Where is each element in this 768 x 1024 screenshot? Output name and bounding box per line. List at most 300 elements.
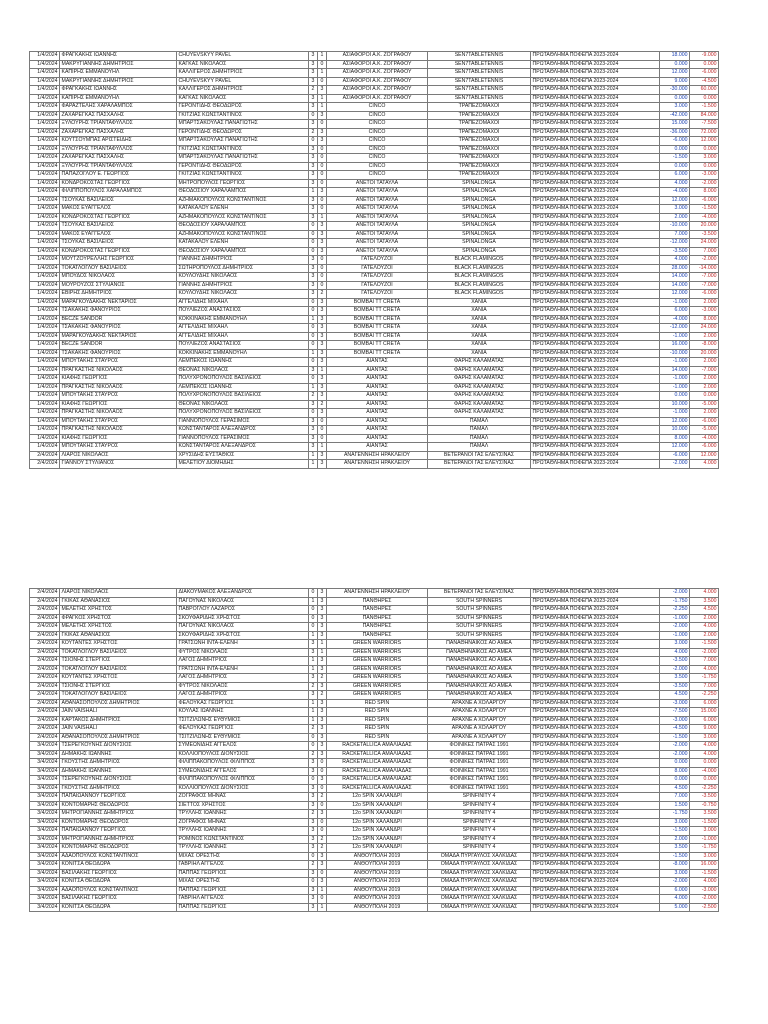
date-cell: 2/4/2024 bbox=[30, 674, 60, 683]
away-score-cell: 3 bbox=[318, 589, 327, 598]
home-team-cell: BOMBAI TT CRETA bbox=[327, 324, 428, 333]
table-row bbox=[30, 657, 719, 666]
home-team-cell: ΑΝΘΟΥΠΟΛΗ 2019 bbox=[327, 861, 428, 870]
table-row bbox=[30, 383, 719, 392]
home-score-cell: 3 bbox=[309, 886, 318, 895]
away-player-cell: ΔΙΑΚΟΥΜΑΚΟΣ ΑΛΕΞΑΝΔΡΟΣ bbox=[177, 589, 309, 598]
away-team-cell: SOUTH SPINNERS bbox=[428, 631, 531, 640]
date-cell: 1/4/2024 bbox=[30, 86, 60, 95]
away-rating-change-cell: -1.500 bbox=[690, 869, 719, 878]
home-team-cell: CINCO bbox=[327, 154, 428, 163]
competition-cell: ΠΡΩΤΑΘΛΗΜΑ ΠΟΦΕΠΑ 2023-2024 bbox=[531, 443, 660, 452]
away-score-cell: 0 bbox=[318, 417, 327, 426]
date-cell: 1/4/2024 bbox=[30, 196, 60, 205]
home-player-cell: ΑΘΑΝΑΣΟΠΟΥΛΟΣ ΔΗΜΗΤΡΙΟΣ bbox=[60, 699, 177, 708]
home-player-cell: JAIN VAISHALI bbox=[60, 725, 177, 734]
home-player-cell: ΤΟΚΑΤΛΟΓΛΟΥ ΒΑΣΙΛΕΙΟΣ bbox=[60, 665, 177, 674]
competition-cell: ΠΡΩΤΑΘΛΗΜΑ ΠΟΦΕΠΑ 2023-2024 bbox=[531, 349, 660, 358]
table-row bbox=[30, 648, 719, 657]
away-rating-change-cell: 4.000 bbox=[690, 460, 719, 469]
away-rating-change-cell: 4.000 bbox=[690, 665, 719, 674]
away-score-cell: 3 bbox=[318, 733, 327, 742]
competition-cell: ΠΡΩΤΑΘΛΗΜΑ ΠΟΦΕΠΑ 2023-2024 bbox=[531, 725, 660, 734]
date-cell: 1/4/2024 bbox=[30, 230, 60, 239]
away-player-cell: ΚΟΛΛΙΟΠΟΥΛΟΣ ΔΙΟΝΥΣΙΟΣ bbox=[177, 750, 309, 759]
away-score-cell: 1 bbox=[318, 648, 327, 657]
away-player-cell: ΓΙΑΝΝΗΣ ΔΗΜΗΤΡΙΟΣ bbox=[177, 256, 309, 265]
away-team-cell: ΠΑΜΑΛ bbox=[428, 417, 531, 426]
home-score-cell: 0 bbox=[309, 776, 318, 785]
away-score-cell: 3 bbox=[318, 725, 327, 734]
away-team-cell: ΦΑΡΗΣ ΚΑΛΑΜΑΤΑΣ bbox=[428, 383, 531, 392]
away-score-cell: 0 bbox=[318, 869, 327, 878]
away-score-cell: 0 bbox=[318, 196, 327, 205]
away-score-cell: 2 bbox=[318, 290, 327, 299]
competition-cell: ΠΡΩΤΑΘΛΗΜΑ ΠΟΦΕΠΑ 2023-2024 bbox=[531, 691, 660, 700]
away-rating-change-cell: -1.750 bbox=[690, 674, 719, 683]
table-row bbox=[30, 733, 719, 742]
home-score-cell: 3 bbox=[309, 366, 318, 375]
away-team-cell: SPINALONGA bbox=[428, 179, 531, 188]
away-score-cell: 0 bbox=[318, 801, 327, 810]
away-team-cell: ΒΕΤΕΡΑΝΟΙ ΓΑΣ ΕΛΕΥΣΙΝΑΣ bbox=[428, 460, 531, 469]
away-score-cell: 0 bbox=[318, 281, 327, 290]
away-score-cell: 0 bbox=[318, 145, 327, 154]
home-score-cell: 3 bbox=[309, 205, 318, 214]
home-team-cell: CINCO bbox=[327, 162, 428, 171]
home-team-cell: ΑΣΙΑΦΟΡΟΙ Α.Κ. ΖΟΓΡΑΦΟΥ bbox=[327, 94, 428, 103]
home-score-cell: 3 bbox=[309, 426, 318, 435]
table-row bbox=[30, 759, 719, 768]
date-cell: 1/4/2024 bbox=[30, 145, 60, 154]
date-cell: 1/4/2024 bbox=[30, 290, 60, 299]
home-rating-change-cell: -6.000 bbox=[660, 451, 690, 460]
table-row bbox=[30, 597, 719, 606]
home-team-cell: ΑΙΑΝΤΑΣ bbox=[327, 409, 428, 418]
home-rating-change-cell: 5.000 bbox=[660, 903, 690, 912]
competition-cell: ΠΡΩΤΑΘΛΗΜΑ ΠΟΦΕΠΑ 2023-2024 bbox=[531, 776, 660, 785]
away-rating-change-cell: 4.000 bbox=[690, 742, 719, 751]
away-player-cell: ΓΡΑΤΣΩΝΗ ΙΝΤΑ-ΕΛΕΝΗ bbox=[177, 665, 309, 674]
table-row bbox=[30, 60, 719, 69]
away-player-cell: ΦΙΛΙΠΠΑΚΟΠΟΥΛΟΣ ΦΙΛΙΠΠΟΣ bbox=[177, 776, 309, 785]
date-cell: 1/4/2024 bbox=[30, 213, 60, 222]
home-player-cell: ΚΟΥΤΑΝΤΕΣ ΧΡΗΣΤΟΣ bbox=[60, 674, 177, 683]
home-team-cell: ΑΙΑΝΤΑΣ bbox=[327, 358, 428, 367]
date-cell: 2/4/2024 bbox=[30, 640, 60, 649]
table-row bbox=[30, 128, 719, 137]
home-rating-change-cell: -36.000 bbox=[660, 128, 690, 137]
home-rating-change-cell: -8.000 bbox=[660, 861, 690, 870]
competition-cell: ΠΡΩΤΑΘΛΗΜΑ ΠΟΦΕΠΑ 2023-2024 bbox=[531, 256, 660, 265]
home-score-cell: 3 bbox=[309, 154, 318, 163]
competition-cell: ΠΡΩΤΑΘΛΗΜΑ ΠΟΦΕΠΑ 2023-2024 bbox=[531, 869, 660, 878]
home-team-cell: ΑΙΑΝΤΑΣ bbox=[327, 366, 428, 375]
home-player-cell: BECZE SANDOR bbox=[60, 315, 177, 324]
home-team-cell: ΠΑΝΘΗΡΕΣ bbox=[327, 614, 428, 623]
away-player-cell: ΑΖΗΜΑΚΟΠΟΥΛΟΣ ΚΩΝΣΤΑΝΤΙΝΟΣ bbox=[177, 196, 309, 205]
away-player-cell: ΘΕΟΔΟΣΙΟΥ ΧΑΡΑΛΑΜΠΟΣ bbox=[177, 247, 309, 256]
home-player-cell: ΜΠΟΥΤΑΚΗΣ ΣΤΑΥΡΟΣ bbox=[60, 443, 177, 452]
competition-cell: ΠΡΩΤΑΘΛΗΜΑ ΠΟΦΕΠΑ 2023-2024 bbox=[531, 222, 660, 231]
away-rating-change-cell: 84.000 bbox=[690, 111, 719, 120]
away-player-cell: ΣΚΟΥΦΑΡΙΔΗΣ ΧΡΗΣΤΟΣ bbox=[177, 631, 309, 640]
competition-cell: ΠΡΩΤΑΘΛΗΜΑ ΠΟΦΕΠΑ 2023-2024 bbox=[531, 341, 660, 350]
date-cell: 2/4/2024 bbox=[30, 606, 60, 615]
away-score-cell: 3 bbox=[318, 324, 327, 333]
away-team-cell: ΟΜΑΔΑ ΠΥΡΓΑΥΛΟΣ ΧΑΛΚΙΔΑΣ bbox=[428, 895, 531, 904]
home-rating-change-cell: -1.750 bbox=[660, 597, 690, 606]
date-cell: 3/4/2024 bbox=[30, 776, 60, 785]
home-team-cell: GREEN WARRIORS bbox=[327, 674, 428, 683]
away-player-cell: ΓΡΑΤΣΩΝΗ ΙΝΤΑ-ΕΛΕΝΗ bbox=[177, 640, 309, 649]
away-score-cell: 3 bbox=[318, 298, 327, 307]
home-score-cell: 1 bbox=[309, 657, 318, 666]
home-player-cell: ΒΑΣΙΛΑΚΗΣ ΓΕΩΡΓΙΟΣ bbox=[60, 895, 177, 904]
home-player-cell: ΤΟΚΑΤΛΟΓΛΟΥ ΒΑΣΙΛΕΙΟΣ bbox=[60, 264, 177, 273]
home-player-cell: ΤΣΙΟΝΗΣ ΣΤΕΡΓΙΟΣ bbox=[60, 682, 177, 691]
away-score-cell: 3 bbox=[318, 230, 327, 239]
competition-cell: ΠΡΩΤΑΘΛΗΜΑ ΠΟΦΕΠΑ 2023-2024 bbox=[531, 128, 660, 137]
away-score-cell: 1 bbox=[318, 443, 327, 452]
home-rating-change-cell: -1.750 bbox=[660, 810, 690, 819]
home-team-cell: RED SPIN bbox=[327, 733, 428, 742]
away-rating-change-cell: -6.000 bbox=[690, 443, 719, 452]
table-row bbox=[30, 827, 719, 836]
home-score-cell: 1 bbox=[309, 188, 318, 197]
away-rating-change-cell: -4.500 bbox=[690, 77, 719, 86]
away-rating-change-cell: -3.000 bbox=[690, 171, 719, 180]
away-player-cell: ΚΟΥΛΑΣ ΙΩΑΝΝΗΣ bbox=[177, 708, 309, 717]
date-cell: 1/4/2024 bbox=[30, 349, 60, 358]
away-score-cell: 3 bbox=[318, 623, 327, 632]
competition-cell: ΠΡΩΤΑΘΛΗΜΑ ΠΟΦΕΠΑ 2023-2024 bbox=[531, 801, 660, 810]
date-cell: 2/4/2024 bbox=[30, 682, 60, 691]
away-score-cell: 0 bbox=[318, 264, 327, 273]
home-team-cell: 12ο SPIN ΧΑΛΑΝΔΡΙ bbox=[327, 810, 428, 819]
away-team-cell: SPINFINITY 4 bbox=[428, 793, 531, 802]
home-player-cell: ΤΟΚΑΤΛΟΓΛΟΥ ΒΑΣΙΛΕΙΟΣ bbox=[60, 691, 177, 700]
home-team-cell: BOMBAI TT CRETA bbox=[327, 332, 428, 341]
away-score-cell: 3 bbox=[318, 358, 327, 367]
home-rating-change-cell: 4.500 bbox=[660, 784, 690, 793]
home-rating-change-cell: -1.000 bbox=[660, 383, 690, 392]
table-row bbox=[30, 810, 719, 819]
away-team-cell: SPINALONGA bbox=[428, 213, 531, 222]
home-rating-change-cell: 3.500 bbox=[660, 674, 690, 683]
competition-cell: ΠΡΩΤΑΘΛΗΜΑ ΠΟΦΕΠΑ 2023-2024 bbox=[531, 315, 660, 324]
home-rating-change-cell: 0.000 bbox=[660, 94, 690, 103]
home-player-cell: ΛΙΑΡΟΣ ΝΙΚΟΛΑΟΣ bbox=[60, 589, 177, 598]
home-rating-change-cell: 12.000 bbox=[660, 196, 690, 205]
home-player-cell: ΠΡΑΓΚΑΣΤΗΣ ΝΙΚΟΛΑΟΣ bbox=[60, 426, 177, 435]
competition-cell: ΠΡΩΤΑΘΛΗΜΑ ΠΟΦΕΠΑ 2023-2024 bbox=[531, 86, 660, 95]
away-player-cell: ΖΟΓΡΑΦΟΣ ΜΗΝΑΣ bbox=[177, 793, 309, 802]
home-player-cell: ΑΘΑΝΑΣΟΠΟΥΛΟΣ ΔΗΜΗΤΡΙΟΣ bbox=[60, 733, 177, 742]
away-rating-change-cell: -2.250 bbox=[690, 784, 719, 793]
home-score-cell: 3 bbox=[309, 443, 318, 452]
home-score-cell: 0 bbox=[309, 614, 318, 623]
away-player-cell: ΦΕΛΟΥΚΑΣ ΓΕΩΡΓΙΟΣ bbox=[177, 725, 309, 734]
table-body-1 bbox=[30, 52, 719, 469]
home-player-cell: ΠΑΠΑΖΟΓΛΟΥ Ε. ΓΕΩΡΓΙΟΣ bbox=[60, 171, 177, 180]
away-player-cell: ΣΚΟΥΦΑΡΙΔΗΣ ΧΡΗΣΤΟΣ bbox=[177, 614, 309, 623]
competition-cell: ΠΡΩΤΑΘΛΗΜΑ ΠΟΦΕΠΑ 2023-2024 bbox=[531, 162, 660, 171]
away-rating-change-cell: -1.500 bbox=[690, 640, 719, 649]
away-score-cell: 0 bbox=[318, 179, 327, 188]
competition-cell: ΠΡΩΤΑΘΛΗΜΑ ΠΟΦΕΠΑ 2023-2024 bbox=[531, 674, 660, 683]
away-rating-change-cell: -9.000 bbox=[690, 52, 719, 61]
table-row bbox=[30, 145, 719, 154]
table-row bbox=[30, 392, 719, 401]
home-rating-change-cell: -1.500 bbox=[660, 733, 690, 742]
competition-cell: ΠΡΩΤΑΘΛΗΜΑ ΠΟΦΕΠΑ 2023-2024 bbox=[531, 77, 660, 86]
away-rating-change-cell: -1.500 bbox=[690, 205, 719, 214]
table-row bbox=[30, 315, 719, 324]
home-team-cell: 12ο SPIN ΧΑΛΑΝΔΡΙ bbox=[327, 793, 428, 802]
home-team-cell: ΑΙΑΝΤΑΣ bbox=[327, 392, 428, 401]
home-rating-change-cell: 10.000 bbox=[660, 400, 690, 409]
away-score-cell: 3 bbox=[318, 699, 327, 708]
away-player-cell: ΑΓΓΕΛΙΔΗΣ ΜΙΧΑΗΛ bbox=[177, 298, 309, 307]
competition-cell: ΠΡΩΤΑΘΛΗΜΑ ΠΟΦΕΠΑ 2023-2024 bbox=[531, 417, 660, 426]
competition-cell: ΠΡΩΤΑΘΛΗΜΑ ΠΟΦΕΠΑ 2023-2024 bbox=[531, 400, 660, 409]
away-team-cell: ΤΡΑΠΕΖΟΜΑΧΟΙ bbox=[428, 145, 531, 154]
home-rating-change-cell: 8.000 bbox=[660, 434, 690, 443]
home-score-cell: 3 bbox=[309, 281, 318, 290]
away-rating-change-cell: 8.000 bbox=[690, 315, 719, 324]
home-player-cell: ΚΟΥΤΑΝΤΕΣ ΧΡΗΣΤΟΣ bbox=[60, 640, 177, 649]
competition-cell: ΠΡΩΤΑΘΛΗΜΑ ΠΟΦΕΠΑ 2023-2024 bbox=[531, 460, 660, 469]
away-team-cell: ΠΑΝΑΘΗΝΑΪΚΟΣ ΑΟ ΑΜΕΑ bbox=[428, 674, 531, 683]
home-player-cell: ΚΙΑΦΗΣ ΓΕΩΡΓΙΟΣ bbox=[60, 434, 177, 443]
away-rating-change-cell: 2.000 bbox=[690, 358, 719, 367]
table-row bbox=[30, 426, 719, 435]
away-team-cell: BLACK FLAMINGOS bbox=[428, 256, 531, 265]
date-cell: 1/4/2024 bbox=[30, 281, 60, 290]
away-score-cell: 3 bbox=[318, 614, 327, 623]
date-cell: 1/4/2024 bbox=[30, 417, 60, 426]
home-rating-change-cell: -12.000 bbox=[660, 324, 690, 333]
away-rating-change-cell: 0.000 bbox=[690, 60, 719, 69]
home-score-cell: 1 bbox=[309, 383, 318, 392]
date-cell: 3/4/2024 bbox=[30, 810, 60, 819]
table-row bbox=[30, 111, 719, 120]
home-score-cell: 0 bbox=[309, 878, 318, 887]
home-rating-change-cell: -30.000 bbox=[660, 86, 690, 95]
date-cell: 1/4/2024 bbox=[30, 324, 60, 333]
away-rating-change-cell: 3.500 bbox=[690, 810, 719, 819]
table-row bbox=[30, 614, 719, 623]
home-rating-change-cell: -7.500 bbox=[660, 708, 690, 717]
date-cell: 1/4/2024 bbox=[30, 400, 60, 409]
away-player-cell: ΦΥΤΡΟΣ ΝΙΚΟΛΑΟΣ bbox=[177, 682, 309, 691]
table-row bbox=[30, 103, 719, 112]
away-player-cell: ΤΡΥΛΛΗΣ ΙΩΑΝΝΗΣ bbox=[177, 844, 309, 853]
away-score-cell: 0 bbox=[318, 60, 327, 69]
date-cell: 3/4/2024 bbox=[30, 878, 60, 887]
away-rating-change-cell: 7.000 bbox=[690, 682, 719, 691]
away-score-cell: 3 bbox=[318, 631, 327, 640]
home-score-cell: 3 bbox=[309, 801, 318, 810]
table-row bbox=[30, 434, 719, 443]
table-row bbox=[30, 358, 719, 367]
away-player-cell: ΛΕΜΠΕΚΟΣ ΙΩΑΝΝΗΣ bbox=[177, 358, 309, 367]
home-score-cell: 1 bbox=[309, 708, 318, 717]
home-team-cell: RED SPIN bbox=[327, 699, 428, 708]
competition-cell: ΠΡΩΤΑΘΛΗΜΑ ΠΟΦΕΠΑ 2023-2024 bbox=[531, 648, 660, 657]
home-team-cell: ΑΝΕΤΟΙ ΤΑΤΑΥΛΑ bbox=[327, 188, 428, 197]
away-player-cell: ΓΕΡΟΝΤΙΔΗΣ ΘΕΟΔΩΡΟΣ bbox=[177, 162, 309, 171]
home-score-cell: 3 bbox=[309, 145, 318, 154]
home-team-cell: GREEN WARRIORS bbox=[327, 657, 428, 666]
home-score-cell: 0 bbox=[309, 247, 318, 256]
table-row bbox=[30, 623, 719, 632]
home-score-cell: 0 bbox=[309, 341, 318, 350]
table-body-2 bbox=[30, 589, 719, 912]
home-score-cell: 0 bbox=[309, 409, 318, 418]
home-team-cell: RACKETALLICA ΑΜΑΛΙΑΔΑΣ bbox=[327, 776, 428, 785]
away-team-cell: ΦΟΙΝΙΚΕΣ ΠΑΤΡΑΣ 1991 bbox=[428, 776, 531, 785]
home-rating-change-cell: -4.000 bbox=[660, 188, 690, 197]
date-cell: 1/4/2024 bbox=[30, 171, 60, 180]
away-team-cell: SPINALONGA bbox=[428, 247, 531, 256]
away-team-cell: SPINFINITY 4 bbox=[428, 827, 531, 836]
home-team-cell: RED SPIN bbox=[327, 716, 428, 725]
date-cell: 1/4/2024 bbox=[30, 69, 60, 78]
date-cell: 1/4/2024 bbox=[30, 392, 60, 401]
date-cell: 1/4/2024 bbox=[30, 103, 60, 112]
home-player-cell: ΚΟΝΔΡΟΚΟΣΤΑΣ ΓΕΩΡΓΙΟΣ bbox=[60, 179, 177, 188]
date-cell: 1/4/2024 bbox=[30, 188, 60, 197]
away-rating-change-cell: 24.000 bbox=[690, 239, 719, 248]
home-player-cell: ΜΟΥΤΖΟΥΡΕΛΛΗΣ ΓΕΩΡΓΙΟΣ bbox=[60, 256, 177, 265]
away-rating-change-cell: -4.000 bbox=[690, 434, 719, 443]
away-player-cell: CHUYEVSKYY PAVEL bbox=[177, 77, 309, 86]
away-team-cell: ΟΜΑΔΑ ΠΥΡΓΑΥΛΟΣ ΧΑΛΚΙΔΑΣ bbox=[428, 886, 531, 895]
table-row bbox=[30, 239, 719, 248]
date-cell: 2/4/2024 bbox=[30, 665, 60, 674]
away-player-cell: ΛΑΓΟΣ ΔΗΜΗΤΡΙΟΣ bbox=[177, 691, 309, 700]
away-rating-change-cell: 2.000 bbox=[690, 614, 719, 623]
date-cell: 2/4/2024 bbox=[30, 614, 60, 623]
date-cell: 3/4/2024 bbox=[30, 801, 60, 810]
away-rating-change-cell: 2.000 bbox=[690, 631, 719, 640]
home-rating-change-cell: 2.000 bbox=[660, 835, 690, 844]
home-player-cell: ΦΑΡΑΖΤΕΛΗΣ ΧΑΡΑΛΑΜΠΟΣ bbox=[60, 103, 177, 112]
competition-cell: ΠΡΩΤΑΘΛΗΜΑ ΠΟΦΕΠΑ 2023-2024 bbox=[531, 699, 660, 708]
home-player-cell: BECZE SANDOR bbox=[60, 341, 177, 350]
home-score-cell: 3 bbox=[309, 264, 318, 273]
home-team-cell: BOMBAI TT CRETA bbox=[327, 315, 428, 324]
home-team-cell: BOMBAI TT CRETA bbox=[327, 341, 428, 350]
away-score-cell: 2 bbox=[318, 674, 327, 683]
home-score-cell: 3 bbox=[309, 691, 318, 700]
away-player-cell: ΧΡΥΣΙΔΗΣ ΕΥΣΤΑΘΙΟΣ bbox=[177, 451, 309, 460]
away-team-cell: BLACK FLAMINGOS bbox=[428, 281, 531, 290]
home-team-cell: GREEN WARRIORS bbox=[327, 648, 428, 657]
competition-cell: ΠΡΩΤΑΘΛΗΜΑ ΠΟΦΕΠΑ 2023-2024 bbox=[531, 631, 660, 640]
home-team-cell: ΑΙΑΝΤΑΣ bbox=[327, 400, 428, 409]
competition-cell: ΠΡΩΤΑΘΛΗΜΑ ΠΟΦΕΠΑ 2023-2024 bbox=[531, 358, 660, 367]
home-rating-change-cell: -3.000 bbox=[660, 716, 690, 725]
date-cell: 2/4/2024 bbox=[30, 716, 60, 725]
home-team-cell: ΑΝΑΓΕΝΝΗΣΗ ΗΡΑΚΛΕΙΟΥ bbox=[327, 589, 428, 598]
away-score-cell: 0 bbox=[318, 767, 327, 776]
away-rating-change-cell: -7.000 bbox=[690, 273, 719, 282]
competition-cell: ΠΡΩΤΑΘΛΗΜΑ ΠΟΦΕΠΑ 2023-2024 bbox=[531, 196, 660, 205]
away-score-cell: 3 bbox=[318, 128, 327, 137]
away-rating-change-cell: 4.000 bbox=[690, 750, 719, 759]
away-score-cell: 3 bbox=[318, 222, 327, 231]
away-team-cell: BLACK FLAMINGOS bbox=[428, 273, 531, 282]
date-cell: 3/4/2024 bbox=[30, 869, 60, 878]
away-score-cell: 3 bbox=[318, 392, 327, 401]
away-team-cell: ΧΑΝΙΑ bbox=[428, 332, 531, 341]
away-score-cell: 3 bbox=[318, 188, 327, 197]
date-cell: 3/4/2024 bbox=[30, 793, 60, 802]
away-team-cell: SOUTH SPINNERS bbox=[428, 623, 531, 632]
away-player-cell: ΓΚΙΤΖΙΑΣ ΚΩΝΣΤΑΝΤΙΝΟΣ bbox=[177, 111, 309, 120]
away-player-cell: ΛΑΓΟΣ ΔΗΜΗΤΡΙΟΣ bbox=[177, 674, 309, 683]
away-player-cell: ΠΑΓΟΥΝΑΣ ΝΙΚΟΛΑΟΣ bbox=[177, 623, 309, 632]
away-score-cell: 1 bbox=[318, 640, 327, 649]
competition-cell: ΠΡΩΤΑΘΛΗΜΑ ΠΟΦΕΠΑ 2023-2024 bbox=[531, 205, 660, 214]
away-rating-change-cell: -2.000 bbox=[690, 256, 719, 265]
competition-cell: ΠΡΩΤΑΘΛΗΜΑ ΠΟΦΕΠΑ 2023-2024 bbox=[531, 213, 660, 222]
home-player-cell: ΜΕΛΕΤΗΣ ΧΡΗΣΤΟΣ bbox=[60, 606, 177, 615]
home-player-cell: ΚΟΝΙΤΣΑ ΘΕΟΔΩΡΑ bbox=[60, 861, 177, 870]
away-rating-change-cell: -5.000 bbox=[690, 400, 719, 409]
table-row bbox=[30, 674, 719, 683]
table-row bbox=[30, 137, 719, 146]
home-score-cell: 2 bbox=[309, 392, 318, 401]
away-rating-change-cell: -7.000 bbox=[690, 366, 719, 375]
home-team-cell: ΑΙΑΝΤΑΣ bbox=[327, 417, 428, 426]
date-cell: 1/4/2024 bbox=[30, 341, 60, 350]
home-player-cell: ΤΣΑΚΑΚΗΣ ΦΑΝΟΥΡΙΟΣ bbox=[60, 324, 177, 333]
away-score-cell: 3 bbox=[318, 349, 327, 358]
home-rating-change-cell: 3.000 bbox=[660, 869, 690, 878]
home-rating-change-cell: -1.000 bbox=[660, 614, 690, 623]
away-rating-change-cell: 60.000 bbox=[690, 86, 719, 95]
home-team-cell: RED SPIN bbox=[327, 708, 428, 717]
date-cell: 1/4/2024 bbox=[30, 358, 60, 367]
away-player-cell: ΦΕΛΟΥΚΑΣ ΓΕΩΡΓΙΟΣ bbox=[177, 699, 309, 708]
home-team-cell: 12ο SPIN ΧΑΛΑΝΔΡΙ bbox=[327, 818, 428, 827]
home-score-cell: 1 bbox=[309, 699, 318, 708]
table-row bbox=[30, 154, 719, 163]
away-score-cell: 0 bbox=[318, 171, 327, 180]
home-team-cell: ΑΣΙΑΦΟΡΟΙ Α.Κ. ΖΟΓΡΑΦΟΥ bbox=[327, 77, 428, 86]
date-cell: 3/4/2024 bbox=[30, 895, 60, 904]
date-cell: 3/4/2024 bbox=[30, 852, 60, 861]
away-score-cell: 2 bbox=[318, 691, 327, 700]
home-player-cell: ΚΟΝΤΟΜΑΡΗΣ ΘΕΟΔΩΡΟΣ bbox=[60, 844, 177, 853]
table-row bbox=[30, 750, 719, 759]
date-cell: 1/4/2024 bbox=[30, 77, 60, 86]
away-player-cell: ΠΟΥΛΙΕΖΟΣ ΑΝΑΣΤΑΣΙΟΣ bbox=[177, 341, 309, 350]
away-score-cell: 3 bbox=[318, 332, 327, 341]
home-player-cell: ΜΠΟΥΤΑΚΗΣ ΣΤΑΥΡΟΣ bbox=[60, 358, 177, 367]
home-team-cell: ΠΑΝΘΗΡΕΣ bbox=[327, 606, 428, 615]
date-cell: 2/4/2024 bbox=[30, 451, 60, 460]
table-row bbox=[30, 222, 719, 231]
home-team-cell: ΑΝΘΟΥΠΟΛΗ 2019 bbox=[327, 895, 428, 904]
home-team-cell: 12ο SPIN ΧΑΛΑΝΔΡΙ bbox=[327, 801, 428, 810]
home-player-cell: ΠΑΠΑΙΩΑΝΝΟΥ ΓΕΩΡΓΙΟΣ bbox=[60, 827, 177, 836]
home-score-cell: 1 bbox=[309, 631, 318, 640]
